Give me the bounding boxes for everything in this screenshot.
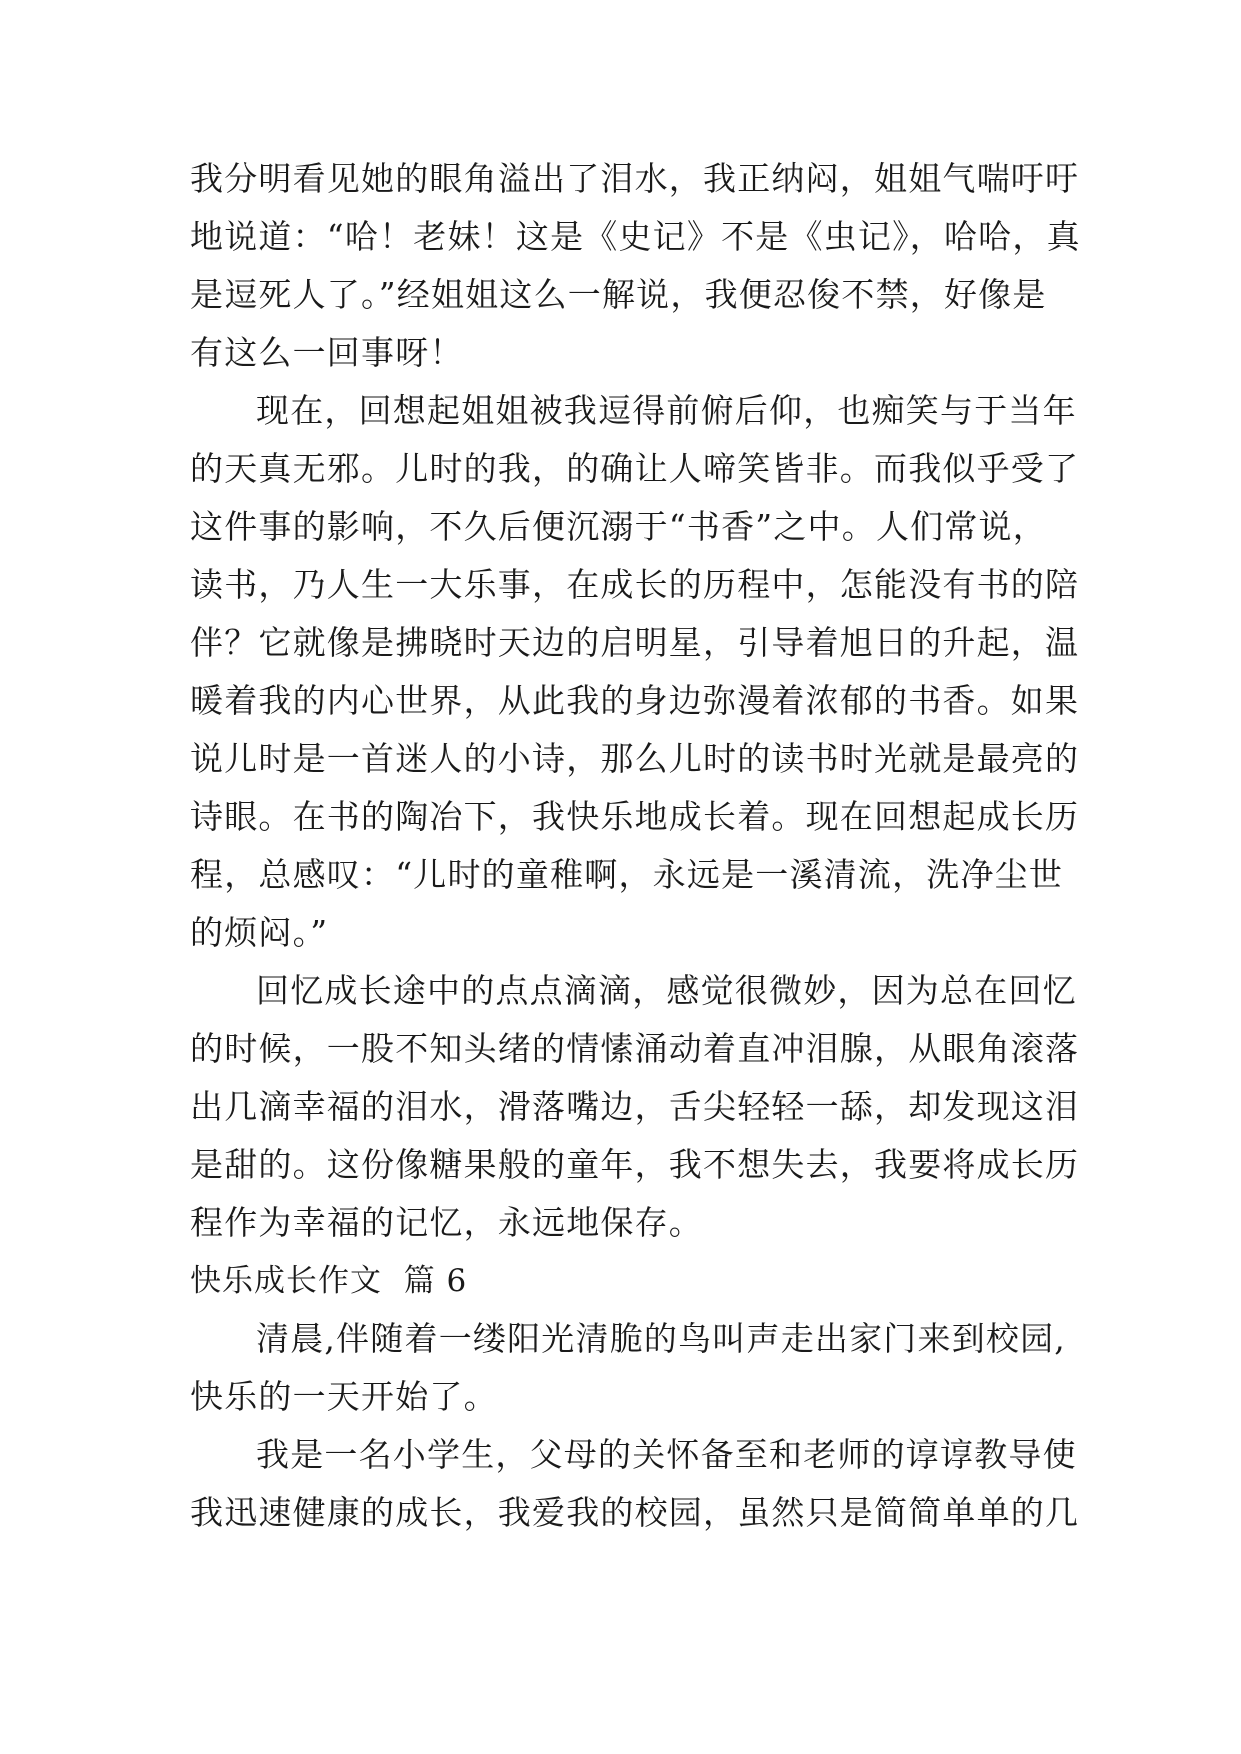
paragraph-line: 的时候，一股不知头绪的情愫涌动着直冲泪腺，从眼角滚落	[190, 1029, 1080, 1068]
paragraph-line: 清晨,伴随着一缕阳光清脆的鸟叫声走出家门来到校园,	[256, 1319, 1066, 1358]
paragraph-line: 说儿时是一首迷人的小诗，那么儿时的读书时光就是最亮的	[190, 739, 1080, 778]
paragraph-line: 是逗死人了。”经姐姐这么一解说，我便忍俊不禁，好像是	[190, 275, 1047, 314]
document-body	[190, 150, 1081, 1542]
paragraph-line: 是甜的。这份像糖果般的童年，我不想失去，我要将成长历	[190, 1145, 1080, 1184]
paragraph-line: 的烦闷。”	[190, 913, 329, 952]
paragraph-line: 程作为幸福的记忆，永远地保存。	[190, 1203, 703, 1242]
paragraph-line: 的天真无邪。儿时的我，的确让人啼笑皆非。而我似乎受了	[190, 449, 1080, 488]
paragraph-line: 回忆成长途中的点点滴滴，感觉很微妙，因为总在回忆	[256, 971, 1077, 1010]
section-heading: 快乐成长作文 篇 6	[190, 1263, 468, 1299]
paragraph-line: 诗眼。在书的陶冶下，我快乐地成长着。现在回想起成长历	[190, 797, 1080, 836]
paragraph-line: 我分明看见她的眼角溢出了泪水，我正纳闷，姐姐气喘吁吁	[190, 159, 1080, 198]
paragraph-line: 伴？它就像是拂晓时天边的启明星，引导着旭日的升起，温	[190, 623, 1080, 662]
paragraph-line: 有这么一回事呀！	[190, 333, 464, 372]
paragraph-line: 暖着我的内心世界，从此我的身边弥漫着浓郁的书香。如果	[190, 681, 1080, 720]
paragraph-line: 地说道：“哈！老妹！这是《史记》不是《虫记》，哈哈，真	[190, 217, 1081, 256]
paragraph-line: 程，总感叹：“儿时的童稚啊，永远是一溪清流，洗净尘世	[190, 855, 1064, 894]
paragraph-line: 我迅速健康的成长，我爱我的校园，虽然只是简简单单的几	[190, 1493, 1080, 1532]
paragraph-line: 读书，乃人生一大乐事，在成长的历程中，怎能没有书的陪	[190, 565, 1080, 604]
paragraph-line: 快乐的一天开始了。	[190, 1377, 498, 1416]
paragraph-line: 现在，回想起姐姐被我逗得前俯后仰，也痴笑与于当年	[256, 391, 1077, 430]
paragraph-line: 这件事的影响，不久后便沉溺于“书香”之中。人们常说，	[190, 507, 1047, 546]
paragraph-line: 出几滴幸福的泪水，滑落嘴边，舌尖轻轻一舔，却发现这泪	[190, 1087, 1080, 1126]
paragraph-line: 我是一名小学生，父母的关怀备至和老师的谆谆教导使	[256, 1435, 1077, 1474]
